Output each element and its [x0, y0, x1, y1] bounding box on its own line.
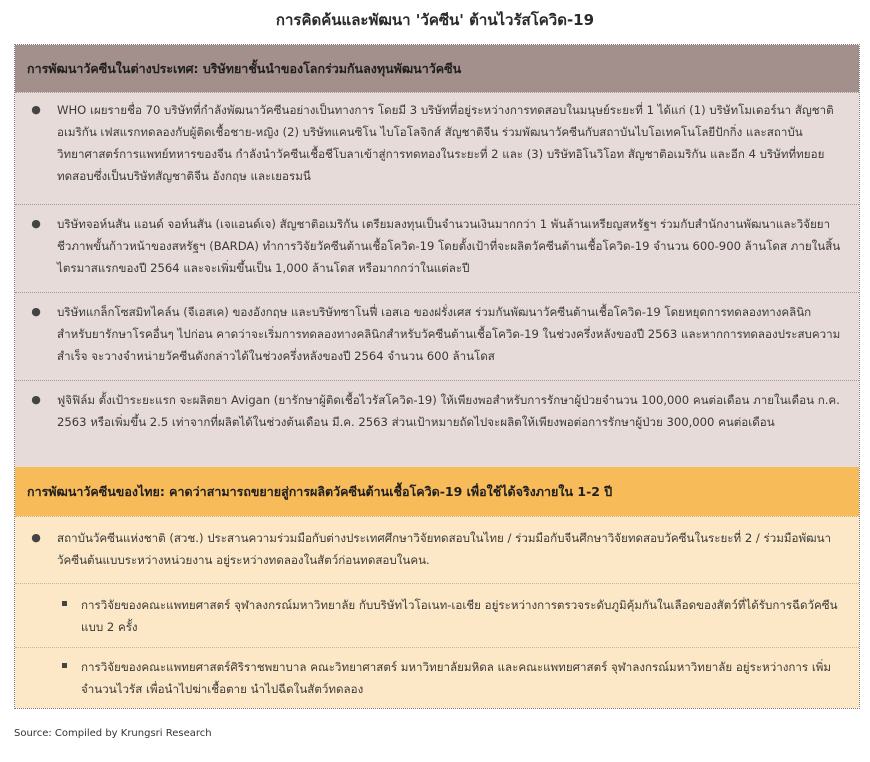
page-title: การคิดค้นและพัฒนา 'วัคซีน' ต้านไวรัสโควิด-19 [275, 11, 595, 29]
content-table [14, 44, 860, 709]
bullet-icon: ● [31, 103, 41, 116]
bullet-icon: ● [31, 393, 41, 406]
bullet-icon: ● [31, 217, 41, 230]
thai-subitem-text: การวิจัยของคณะแพทยศาสตร์ จุฬาลงกรณ์มหาวิทยาลัย กับบริษัทไวโอเนท-เอเชีย อยู่ระหว่างการตรวจระดับภูมิคุ้มกันในเลือดของสัตว์ที่ได้รับการฉีดวัคซีนแบบ 2 ครั้ง [81, 598, 838, 634]
thai-subitem-text: การวิจัยของคณะแพทยศาสตร์ศิริราชพยาบาล คณะวิทยาศาสตร์ มหาวิทยาลัยมหิดล และคณะแพทยศาสตร์ จุฬาลงกรณ์มหาวิทยาลัย อยู่ระหว่างการ เพิ่มจำนวนไวรัส เพื่อนำไปฆ่าเชื้อตาย นำไปฉีดในสัตว์ทดลอง [81, 660, 832, 696]
bullet-icon: ● [31, 305, 41, 318]
foreign-item-4 [15, 380, 859, 467]
foreign-item-2 [15, 204, 859, 292]
foreign-item-1 [15, 92, 859, 204]
source-note: Source: Compiled by Krungsri Research [14, 728, 212, 739]
square-bullet-icon [15, 656, 81, 708]
thai-item-text: สถาบันวัคซีนแห่งชาติ (สวช.) ประสานความร่วมมือกับต่างประเทศศึกษาวิจัยทดสอบในไทย / ร่วมมือกับจีนศึกษาวิจัยทดสอบวัคซีนในระยะที่ 2 / ร่วมมือพัฒนาวัคซีนต้นแบบระหว่างหน่วยงาน อยู่ระหว่างทดลองในสัตว์ก่อนทดสอบในคน. [57, 531, 832, 567]
thai-section-heading: การพัฒนาวัคซีนของไทย: คาดว่าสามารถขยายสู่การผลิตวัคซีนต้านเชื้อโควิด-19 เพื่อใช้ได้จริงภายใน 1-2 ปี [15, 467, 859, 516]
foreign-section-heading: การพัฒนาวัคซีนในต่างประเทศ: บริษัทยาชั้นนำของโลกร่วมกันลงทุนพัฒนาวัคซีน [15, 45, 859, 92]
square-bullet-icon [15, 594, 81, 647]
thai-subitem-2 [15, 647, 859, 708]
foreign-item-text: WHO เผยรายชื่อ 70 บริษัทที่กำลังพัฒนาวัคซีนอย่างเป็นทางการ โดยมี 3 บริษัทที่อยู่ระหว่างการทดสอบในมนุษย์ระยะที่ 1 ได้แก่ (1) บริษัทโมเดอร์นา สัญชาติอเมริกัน เฟสแรกทดลองกับผู้ติดเชื้อชาย-หญิง (2) บริษัทแคนซิโน ไบโอโลจิกส์ สัญชาติจีน ร่วมพัฒนาวัคซีนกับสถาบันไบโอเทคโนโลยีปักกิ่ง และสถาบันวิทยาศาสตร์การแพทย์ทหารของจีน กำลังนำวัคซีนเชื้อชีโบลาเข้าสู่การทดทองในระยะที่ 2 และ (3) บริษัทอิโนวิโอท สัญชาติอเมริกัน และอีก 4 บริษัทที่ทยอยทดสอบซึ่งเป็นบริษัทสัญชาติจีน อังกฤษ และเยอรมนี [57, 103, 834, 183]
foreign-item-3 [15, 292, 859, 380]
thai-item-1 [15, 516, 859, 583]
thai-subitem-1 [15, 583, 859, 647]
foreign-item-text: ฟูจิฟิล์ม ตั้งเป้าระยะแรก จะผลิตยา Avigan (ยารักษาผู้ติดเชื้อไวรัสโควิด-19) ให้เพียงพอสำหรับการรักษาผู้ป่วยจำนวน 100,000 คนต่อเดือน ภายในเดือน ก.ค. 2563 หรือเพิ่มขึ้น 2.5 เท่าจากที่ผลิตได้ในช่วงต้นเดือน มี.ค. 2563 ส่วนเป้าหมายถัดไปจะผลิตให้เพียงพอต่อการรักษาผู้ป่วย 300,000 คนต่อเดือน [57, 393, 840, 429]
bullet-icon: ● [31, 531, 41, 544]
foreign-item-text: บริษัทจอห์นสัน แอนด์ จอห์นสัน (เจแอนด์เจ) สัญชาติอเมริกัน เตรียมลงทุนเป็นจำนวนเงินมากกว่า 1 พันล้านเหรียญสหรัฐฯ ร่วมกับสำนักงานพัฒนาและวิจัยยาชีวภาพขั้นก้าวหน้าของสหรัฐฯ (BARDA) ทำการวิจัยวัคซีนต้านเชื้อโควิด-19 โดยตั้งเป้าที่จะผลิตวัคซีนต้านเชื้อโควิด-19 จำนวน 600-900 ล้านโดส ภายในสิ้นไตรมาสแรกของปี 2564 และจะเพิ่มขึ้นเป็น 1,000 ล้านโดส หรือมากกว่าในแต่ละปี [57, 217, 841, 275]
foreign-item-text: บริษัทแกล็กโซสมิทไคล์น (จีเอสเค) ของอังกฤษ และบริษัทซาโนฟี่ เอสเอ ของฝรั่งเศส ร่วมกันพัฒนาวัคซีนต้านเชื้อโควิด-19 โดยหยุดการทดลองทางคลินิกสำหรับยารักษาโรคอื่นๆ ไปก่อน คาดว่าจะเริ่มการทดลองทางคลินิกสำหรับวัคซีนต้านเชื้อโควิด-19 ในช่วงครึ่งหลังของปี 2563 และหากการทดลองประสบความสำเร็จ จะวางจำหน่ายวัคซีนดังกล่าวได้ในช่วงครึ่งหลังของปี 2564 จำนวน 600 ล้านโดส [57, 305, 841, 363]
